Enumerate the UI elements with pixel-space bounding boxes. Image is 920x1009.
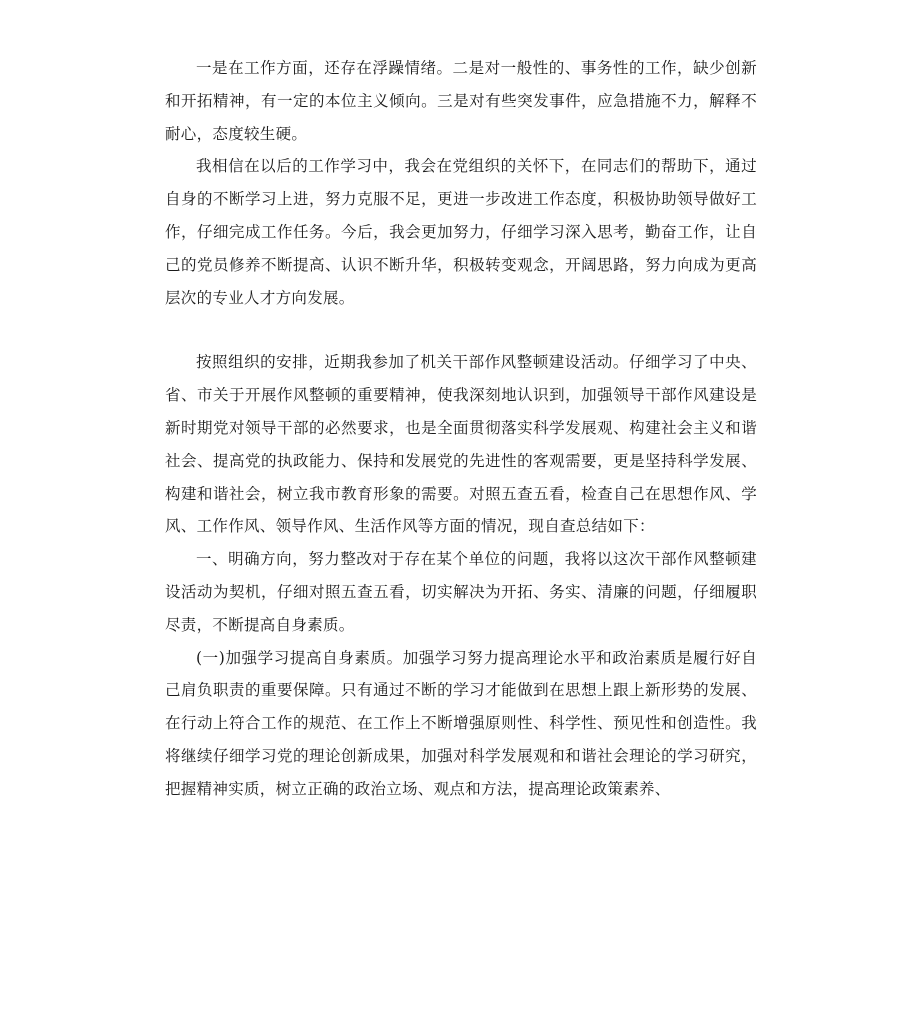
paragraph-5: (一)加强学习提高自身素质。加强学习努力提高理论水平和政治素质是履行好自己肩负职责的重要保障。只有通过不断的学习才能做到在思想上跟上新形势的发展、在行动上符合工作的规范、在工作上不断增强原则性、科学性、预见性和创造性。我将继续仔细学习党的理论创新成果，加强对科学发展观和和谐社会理论的学习研究，把握精神实质，树立正确的政治立场、观点和方法，提高理论政策素养、 [165, 648, 757, 798]
paragraph-4: 一、明确方向，努力整改对于存在某个单位的问题，我将以这次干部作风整顿建设活动为契机，仔细对照五查五看，切实解决为开拓、务实、清廉的问题，仔细履职尽责，不断提高自身素质。 [165, 550, 757, 634]
paragraph-3: 按照组织的安排，近期我参加了机关干部作风整顿建设活动。仔细学习了中央、省、市关于开展作风整顿的重要精神，使我深刻地认识到，加强领导干部作风建设是新时期党对领导干部的必然要求，也是全面贯彻落实科学发展观、构建社会主义和谐社会、提高党的执政能力、保持和发展党的先进性的客观需要，更是坚持科学发展、构建和谐社会，树立我市教育形象的需要。对照五查五看，检查自己在思想作风、学风、工作作风、领导作风、生活作风等方面的情况，现自查总结如下： [165, 353, 757, 536]
document-page [165, 52, 757, 806]
paragraph-1: 一是在工作方面，还存在浮躁情绪。二是对一般性的、事务性的工作，缺少创新和开拓精神，有一定的本位主义倾向。三是对有些突发事件，应急措施不力，解释不耐心，态度较生硬。 [165, 59, 757, 143]
paragraph-2: 我相信在以后的工作学习中，我会在党组织的关怀下，在同志们的帮助下，通过自身的不断学习上进，努力克服不足，更进一步改进工作态度，积极协助领导做好工作，仔细完成工作任务。今后，我会更加努力，仔细学习深入思考，勤奋工作，让自己的党员修养不断提高、认识不断升华，积极转变观念，开阔思路，努力向成为更高层次的专业人才方向发展。 [165, 157, 757, 307]
paragraph-gap [165, 314, 757, 346]
